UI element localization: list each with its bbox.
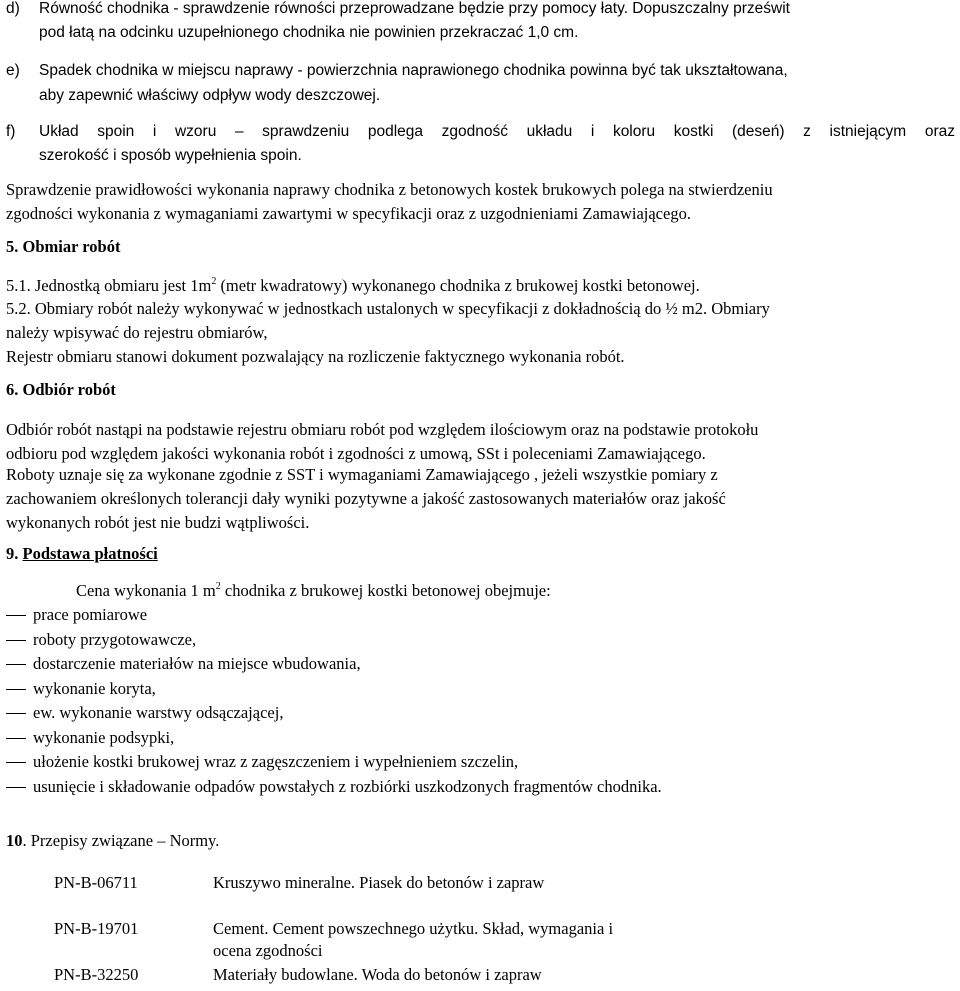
summary-line1: Sprawdzenie prawidłowości wykonania naprawy chodnika z betonowych kostek brukowych polega na stwierdzeniu <box>6 180 773 199</box>
section5-p3: Rejestr obmiaru stanowi dokument pozwalający na rozliczenie faktycznego wykonania robót. <box>6 347 625 366</box>
list-dash-icon <box>6 615 26 616</box>
section5-p2-line2: należy wpisywać do rejestru obmiarów, <box>6 323 268 342</box>
summary-line2: zgodności wykonania z wymaganiami zawartymi w specyfikacji oraz z uzgodnieniami Zamawiającego. <box>6 204 691 223</box>
list-item: dostarczenie materiałów na miejsce wbudowania, <box>33 654 361 673</box>
section10-heading: 10. Przepisy związane – Normy. <box>6 831 220 850</box>
list-item: wykonanie podsypki, <box>33 727 175 747</box>
list-item: wykonanie koryta, <box>33 678 156 698</box>
list-dash-icon <box>6 713 26 714</box>
list-item: prace pomiarowe <box>33 605 148 624</box>
list-item: roboty przygotowawcze, <box>33 629 197 649</box>
list-item: ew. wykonanie warstwy odsączającej, <box>33 703 284 722</box>
section6-p2-line3: wykonanych robót jest nie budzi wątpliwości. <box>6 513 310 532</box>
section6-p2-line2: zachowaniem określonych tolerancji dały wyniki pozytywne a jakość zastosowanych materiałów oraz jakość <box>6 489 726 508</box>
item-f-label: f) <box>6 123 16 140</box>
section9-intro: Cena wykonania 1 $m^2$ chodnika z brukowej kostki betonowej obejmuje: <box>76 581 551 600</box>
list-dash-icon <box>6 640 26 641</box>
item-d-line1: Równość chodnika - sprawdzenie równości przeprowadzane będzie przy pomocy łaty. Dopuszczalny prześwit <box>39 0 790 17</box>
section5-p2-line1: 5.2. Obmiary robót należy wykonywać w jednostkach ustalonych w specyfikacji z dokładnością do ½ m2. Obmiary <box>6 299 770 318</box>
list-dash-icon <box>6 762 26 763</box>
section5-p1: 5.1. Jednostką obmiaru jest $1m^2$ (metr kwadratowy) wykonanego chodnika z brukowej kostki betonowej. <box>6 276 700 295</box>
section6-p2-line1: Roboty uznaje się za wykonane zgodnie z SST i wymaganiami Zamawiającego , jeżeli wszystkie pomiary z <box>6 465 718 484</box>
norm-code: PN-B-19701 <box>54 919 139 938</box>
item-d-label: d) <box>6 0 20 17</box>
list-dash-icon <box>6 738 26 739</box>
norm-code: PN-B-06711 <box>54 873 138 892</box>
item-e-line1: Spadek chodnika w miejscu naprawy - powierzchnia naprawionego chodnika powinna być tak ukształtowana, <box>39 62 788 79</box>
section6-p1-line1: Odbiór robót nastąpi na podstawie rejestru obmiaru robót pod względem ilościowym oraz na podstawie protokołu <box>6 420 759 439</box>
norm-description: Kruszywo mineralne. Piasek do betonów i zapraw <box>213 873 545 892</box>
norm-code: PN-B-32250 <box>54 965 139 984</box>
section5-heading: 5. Obmiar robót <box>6 237 121 256</box>
list-dash-icon <box>6 787 26 788</box>
item-e-line2: aby zapewnić właściwy odpływ wody deszczowej. <box>39 87 381 104</box>
section6-p1-line2: odbioru pod względem jakości wykonania robót i zgodności z umową, SSt i poleceniami Zamawiającego. <box>6 444 706 463</box>
item-e-label: e) <box>6 62 20 79</box>
list-dash-icon <box>6 689 26 690</box>
list-item: usunięcie i składowanie odpadów powstałych z rozbiórki uszkodzonych fragmentów chodnika. <box>33 776 662 796</box>
list-dash-icon <box>6 664 26 665</box>
section6-heading: 6. Odbiór robót <box>6 380 116 399</box>
item-f-line1: Układ spoin i wzoru – sprawdzeniu podlega zgodność układu i koloru kostki (deseń) z istniejącym oraz <box>39 123 955 140</box>
norm-description: Cement. Cement powszechnego użytku. Skład, wymagania i <box>213 919 614 938</box>
section9-heading: 9. Podstawa płatności <box>6 544 158 563</box>
norm-description: Materiały budowlane. Woda do betonów i zapraw <box>213 965 542 984</box>
list-item: ułożenie kostki brukowej wraz z zagęszczeniem i wypełnieniem szczelin, <box>33 752 519 771</box>
item-f-line2: szerokość i sposób wypełnienia spoin. <box>39 147 302 164</box>
item-d-line2: pod łatą na odcinku uzupełnionego chodnika nie powinien przekraczać 1,0 cm. <box>39 24 579 41</box>
norm-description-cont: ocena zgodności <box>213 941 323 960</box>
